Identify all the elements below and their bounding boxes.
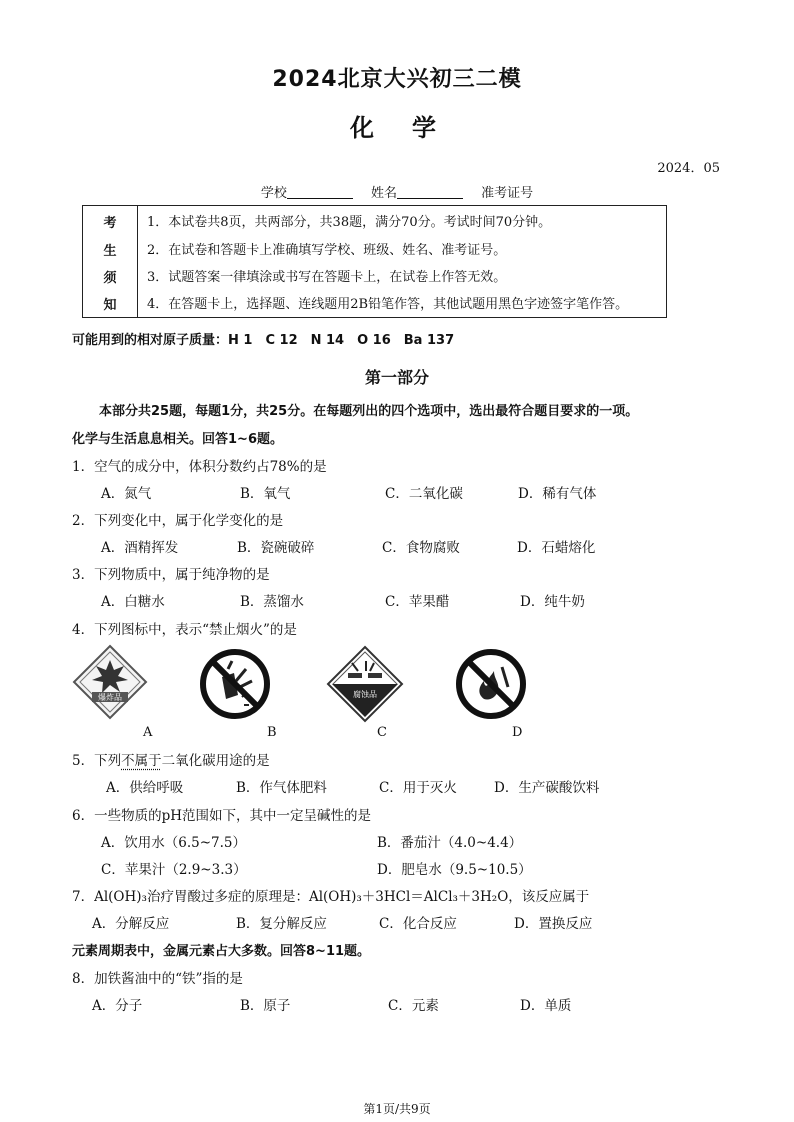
no-open-flame-icon [454, 647, 528, 721]
part-intro: 本部分共25题，每题1分，共25分。在每题列出的四个选项中，选出最符合题目要求的一项。 [99, 404, 639, 419]
option-b: B．原子 [240, 998, 291, 1014]
option-d: D．纯牛奶 [520, 594, 585, 610]
option-d: D．生产碳酸饮料 [494, 780, 600, 796]
icon-label-c: C [377, 725, 387, 740]
option-a: A．分解反应 [92, 916, 170, 932]
question-stem: 4．下列图标中，表示“禁止烟火”的是 [72, 622, 297, 638]
question-stem: 8．加铁酱油中的“铁”指的是 [72, 971, 243, 987]
exam-date: 2024．05 [657, 161, 720, 176]
group-intro: 化学与生活息息相关。回答1~6题。 [72, 432, 283, 447]
icon-label-d: D [512, 725, 523, 740]
notice-line: 4．在答题卡上，选择题、连线题用2B铅笔作答，其他试题用黑色字迹签字笔作答。 [147, 297, 629, 312]
option-c: C．苹果汁（2.9~3.3） [101, 862, 247, 878]
question-stem-post: 二氧化碳用途的是 [161, 753, 270, 769]
part-title: 第一部分 [364, 368, 429, 387]
option-b: B．蒸馏水 [240, 594, 304, 610]
option-b: B．瓷碗破碎 [237, 540, 315, 556]
option-c: C．二氧化碳 [385, 486, 463, 502]
option-b: B．复分解反应 [236, 916, 327, 932]
question-stem: 6．一些物质的pH范围如下，其中一定呈碱性的是 [72, 808, 372, 824]
option-a: A．饮用水（6.5~7.5） [101, 835, 246, 851]
subject-title: 化学 [350, 114, 474, 142]
question-stem: 3．下列物质中，属于纯净物的是 [72, 567, 270, 583]
name-blank [397, 186, 463, 199]
sign-a-text: 爆炸品 [98, 693, 122, 702]
option-b: B．氧气 [240, 486, 291, 502]
page-footer: 第1页/共9页 [363, 1102, 431, 1116]
explosive-hazard-icon [72, 644, 148, 720]
option-b: B．作气体肥料 [236, 780, 327, 796]
sign-c-text: 腐蚀品 [353, 690, 377, 699]
notice-line: 1．本试卷共8页，共两部分，共38题，满分70分。考试时间70分钟。 [147, 215, 552, 230]
option-d: D．单质 [520, 998, 572, 1014]
option-c: C．元素 [388, 998, 439, 1014]
group-intro: 元素周期表中，金属元素占大多数。回答8~11题。 [72, 944, 371, 959]
notice-head-char: 须 [103, 271, 117, 286]
option-a: A．氮气 [101, 486, 152, 502]
question-stem: 1．空气的成分中，体积分数约占78%的是 [72, 459, 327, 475]
option-a: A．白糖水 [101, 594, 165, 610]
option-a: A．分子 [92, 998, 143, 1014]
exam-id-label: 准考证号 [481, 186, 534, 201]
option-a: A．供给呼吸 [106, 780, 184, 796]
notice-line: 2．在试卷和答题卡上准确填写学校、班级、姓名、准考证号。 [147, 243, 507, 258]
notice-head-char: 生 [103, 244, 117, 259]
name-label: 姓名 [370, 186, 397, 201]
option-d: D．石蜡熔化 [517, 540, 596, 556]
icon-label-a: A [143, 725, 153, 740]
notice-heading [83, 206, 138, 317]
option-c: C．用于灭火 [379, 780, 457, 796]
page-title: 2024北京大兴初三二模 [272, 67, 522, 92]
notice-line: 3．试题答案一律填涂或书写在答题卡上，在试卷上作答无效。 [147, 270, 507, 285]
option-d: D．置换反应 [514, 916, 593, 932]
question-stem: 2．下列变化中，属于化学变化的是 [72, 513, 284, 529]
option-c: C．食物腐败 [382, 540, 460, 556]
no-fireworks-icon [198, 647, 272, 721]
student-info-line [0, 182, 794, 201]
option-c: C．苹果醋 [385, 594, 450, 610]
notice-head-char: 知 [103, 298, 117, 313]
option-a: A．酒精挥发 [101, 540, 179, 556]
icon-label-b: B [267, 725, 277, 740]
question-stem: 7．Al(OH)₃治疗胃酸过多症的原理是：Al(OH)₃＋3HCl＝AlCl₃＋3H₂O，该反应属于 [72, 889, 590, 905]
atomic-mass-note: 可能用到的相对原子质量：H 1 C 12 N 14 O 16 Ba 137 [72, 333, 455, 348]
corrosive-hazard-icon [326, 645, 404, 723]
school-label: 学校 [260, 186, 287, 201]
notice-head-char: 考 [103, 216, 117, 231]
question-stem-pre: 5．下列 [72, 753, 122, 769]
school-blank [287, 186, 353, 199]
option-b: B．番茄汁（4.0~4.4） [377, 835, 523, 851]
option-c: C．化合反应 [379, 916, 457, 932]
option-d: D．肥皂水（9.5~10.5） [377, 862, 532, 878]
question-stem [72, 749, 270, 769]
exam-notice-box [82, 205, 667, 318]
emphasized-text: 不属于 [121, 753, 162, 769]
option-d: D．稀有气体 [518, 486, 597, 502]
